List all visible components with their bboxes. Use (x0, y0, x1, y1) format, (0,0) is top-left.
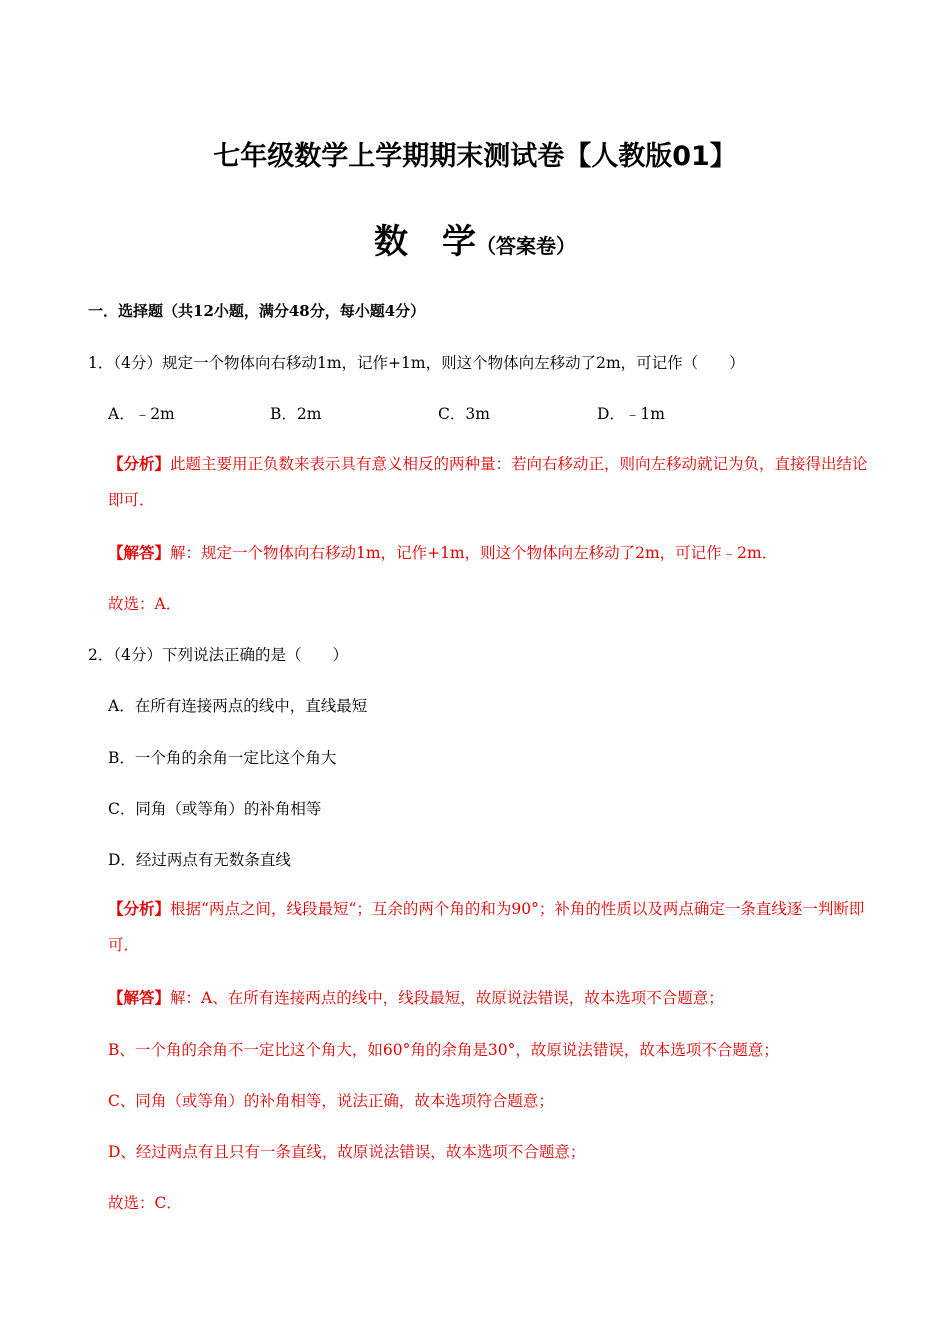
subject-heading (0, 214, 950, 263)
solution-tag: 【解答】 (108, 988, 171, 1007)
answer-sheet-label: （答案卷） (476, 234, 576, 258)
analysis-tag: 【分析】 (108, 899, 171, 918)
q2-choice-b: B．一个角的余角一定比这个角大 (108, 749, 337, 767)
q2-solution-text-1: 解：A、在所有连接两点的线中，线段最短，故原说法错误，故本选项不合题意； (170, 989, 724, 1007)
q1-choice-d: D．﹣1m (597, 405, 665, 423)
solution-tag: 【解答】 (108, 543, 171, 562)
q1-answer: 故选：A． (108, 595, 182, 613)
q1-solution (108, 541, 777, 563)
q1-analysis (108, 446, 868, 518)
question-1-stem: 1．（4分）规定一个物体向右移动1m，记作+1m，则这个物体向左移动了2m，可记作（ ） (88, 354, 745, 372)
q2-answer: 故选：C． (108, 1194, 182, 1212)
q2-solution-line-3: C、同角（或等角）的补角相等，说法正确，故本选项符合题意； (108, 1092, 554, 1110)
q2-analysis-text: 根据“两点之间，线段最短“；互余的两个角的和为90°；补角的性质以及两点确定一条直线逐一判断即可． (108, 900, 865, 954)
section-heading: 一．选择题（共12小题，满分48分，每小题4分） (88, 302, 426, 320)
q2-analysis (108, 891, 868, 963)
q2-solution-line-2: B、一个角的余角不一定比这个角大，如60°角的余角是30°，故原说法错误，故本选项不合题意； (108, 1041, 779, 1059)
question-2-stem: 2．（4分）下列说法正确的是（ ） (88, 646, 348, 664)
subject-name: 数 学 (374, 222, 476, 262)
q2-choice-a: A．在所有连接两点的线中，直线最短 (108, 697, 368, 715)
q2-solution-line-1 (108, 986, 724, 1008)
q1-choice-c: C．3m (438, 405, 490, 423)
analysis-tag: 【分析】 (108, 454, 171, 473)
q1-choice-a: A．﹣2m (108, 405, 175, 423)
q1-choice-b: B．2m (270, 405, 322, 423)
q2-choice-d: D．经过两点有无数条直线 (108, 851, 291, 869)
q2-choice-c: C．同角（或等角）的补角相等 (108, 800, 322, 818)
q1-solution-text: 解：规定一个物体向右移动1m，记作+1m，则这个物体向左移动了2m，可记作﹣2m． (170, 544, 778, 562)
document-title: 七年级数学上学期期末测试卷【人教版01】 (213, 141, 737, 172)
q2-solution-line-4: D、经过两点有且只有一条直线，故原说法错误，故本选项不合题意； (108, 1143, 586, 1161)
q1-analysis-text: 此题主要用正负数来表示具有意义相反的两种量：若向右移动正，则向左移动就记为负，直接得出结论即可． (108, 455, 868, 509)
